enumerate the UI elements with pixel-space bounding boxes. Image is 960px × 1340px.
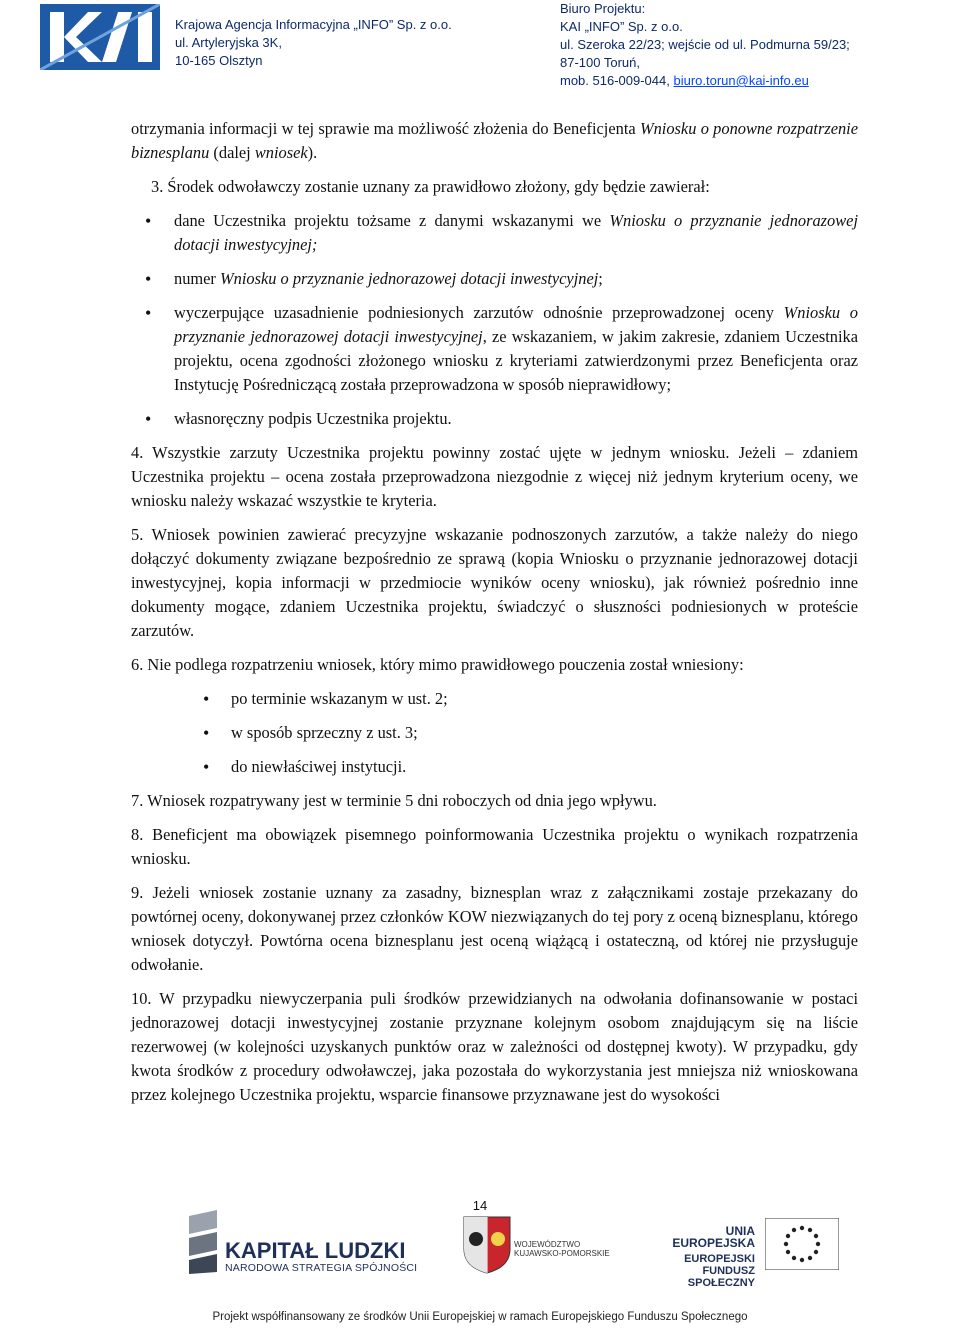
paragraph-6: 6. Nie podlega rozpatrzeniu wniosek, który mimo prawidłowego pouczenia został wniesiony: [131, 655, 744, 674]
bullet-list-requirements [131, 209, 858, 431]
footer-note: Projekt współfinansowany ze środków Unii Europejskiej w ramach Europejskiego Funduszu Społecznego [212, 1311, 748, 1323]
paragraph-10: 10. W przypadku niewyczerpania puli środków przewidzianych na odwołania dofinansowanie w postaci jednorazowej dotacji inwestycyjnej zostanie przyznane kolejnym osobom znajdującym się na liście rezerwowej (w kolejności uzyskanych punktów oraz w zależności od dostępnej kwoty). W przypadku, gdy kwota środków z procedury odwoławczej, jaka pozostała do wykorzystania jest mniejsza niż wnioskowana przez kolejnego Uczestnika projektu, wsparcie finansowe przyznawane jest do wysokości [131, 989, 858, 1104]
kapital-ludzki-logo-icon [183, 1210, 223, 1274]
kapital-ludzki-subtitle: NARODOWA STRATEGIA SPÓJNOŚCI [225, 1262, 418, 1274]
document-body [131, 117, 858, 1107]
eu-label: UNIA EUROPEJSKA EUROPEJSKI FUNDUSZ SPOŁECZNY [672, 1224, 755, 1289]
page-number: 14 [472, 1198, 488, 1213]
agency-address: Krajowa Agencja Informacyjna „INFO” Sp. z o.o. ul. Artyleryjska 3K, 10-165 Olsztyn [175, 17, 452, 68]
page-header [0, 0, 960, 88]
eu-flag-icon [765, 1218, 839, 1270]
paragraph-5: 5. Wniosek powinien zawierać precyzyjne wskazanie podnoszonych zarzutów, a także należy do niego dołączyć dokumenty związane bezpośrednio ze sprawą (kopia Wniosku o przyznanie jednorazowej dotacji inwestycyjnej, kopia informacji w przedmiocie wyników oceny wniosku), jak również pośrednio inne dokumenty mogące, zdaniem Uczestnika projektu, świadczyć o słuszności podniesionych w proteście zarzutów. [131, 525, 858, 640]
paragraph-3: 3. Środek odwoławczy zostanie uznany za prawidłowo złożony, gdy będzie zawierał: [151, 177, 710, 196]
list-item: • własnoręczny podpis Uczestnika projektu. [131, 407, 858, 431]
list-item: • do niewłaściwej instytucji. [131, 755, 858, 779]
list-item: • po terminie wskazanym w ust. 2; [131, 687, 858, 711]
bullet-list-rejections [131, 687, 858, 779]
paragraph-8: 8. Beneficjent ma obowiązek pisemnego poinformowania Uczestnika projektu o wynikach rozpatrzenia wniosku. [131, 825, 858, 868]
kai-logo-icon [40, 4, 160, 70]
wojewodztwo-label: WOJEWÓDZTWO KUJAWSKO-POMORSKIE [514, 1240, 610, 1258]
kapital-ludzki-title: KAPITAŁ LUDZKI [225, 1238, 406, 1263]
list-item: • numer Wniosku o przyznanie jednorazowej dotacji inwestycyjnej; [131, 267, 858, 291]
paragraph-4: 4. Wszystkie zarzuty Uczestnika projektu powinny zostać ujęte w jednym wniosku. Jeżeli – zdaniem Uczestnika projektu – ocena została przeprowadzona niezgodnie z więcej niż jednym kryterium oceny, we wniosku należy wskazać wszystkie te kryteria. [131, 443, 858, 510]
paragraph-7: 7. Wniosek rozpatrywany jest w terminie 5 dni roboczych od dnia jego wpływu. [131, 791, 657, 810]
list-item: • dane Uczestnika projektu tożsame z danymi wskazanymi we Wniosku o przyznanie jednorazowej dotacji inwestycyjnej; [131, 209, 858, 257]
kujawsko-pomorskie-crest-icon [462, 1215, 512, 1275]
paragraph-intro: otrzymania informacji w tej sprawie ma możliwość złożenia do Beneficjenta Wniosku o ponowne rozpatrzenie biznesplanu (dalej wniosek). [131, 119, 858, 162]
office-address: Biuro Projektu: KAI „INFO” Sp. z o.o. ul. Szeroka 22/23; wejście od ul. Podmurna 59/23; 87-100 Toruń, mob. 516-009-044, biuro.torun@kai-info.eu [560, 1, 850, 88]
paragraph-9: 9. Jeżeli wniosek zostanie uznany za zasadny, biznesplan wraz z załącznikami zostaje przekazany do powtórnej oceny, dokonywanej przez członków KOW niezwiązanych do tej pory z oceną biznesplanu, którego wniosek dotyczył. Powtórna ocena biznesplanu jest oceną wiążącą i ostateczną, od której nie przysługuje odwołanie. [131, 883, 858, 974]
email-link[interactable]: biuro.torun@kai-info.eu [673, 73, 809, 88]
list-item: • w sposób sprzeczny z ust. 3; [131, 721, 858, 745]
list-item: • wyczerpujące uzasadnienie podniesionych zarzutów odnośnie przeprowadzonej oceny Wniosku o przyznanie jednorazowej dotacji inwestycyjnej, ze wskazaniem, w jakim zakresie, zdaniem Uczestnika projektu, ocena zgodności złożonego wniosku z kryteriami zatwierdzonymi przez Beneficjenta oraz Instytucję Pośredniczącą została przeprowadzona w sposób nieprawidłowy; [131, 301, 858, 397]
